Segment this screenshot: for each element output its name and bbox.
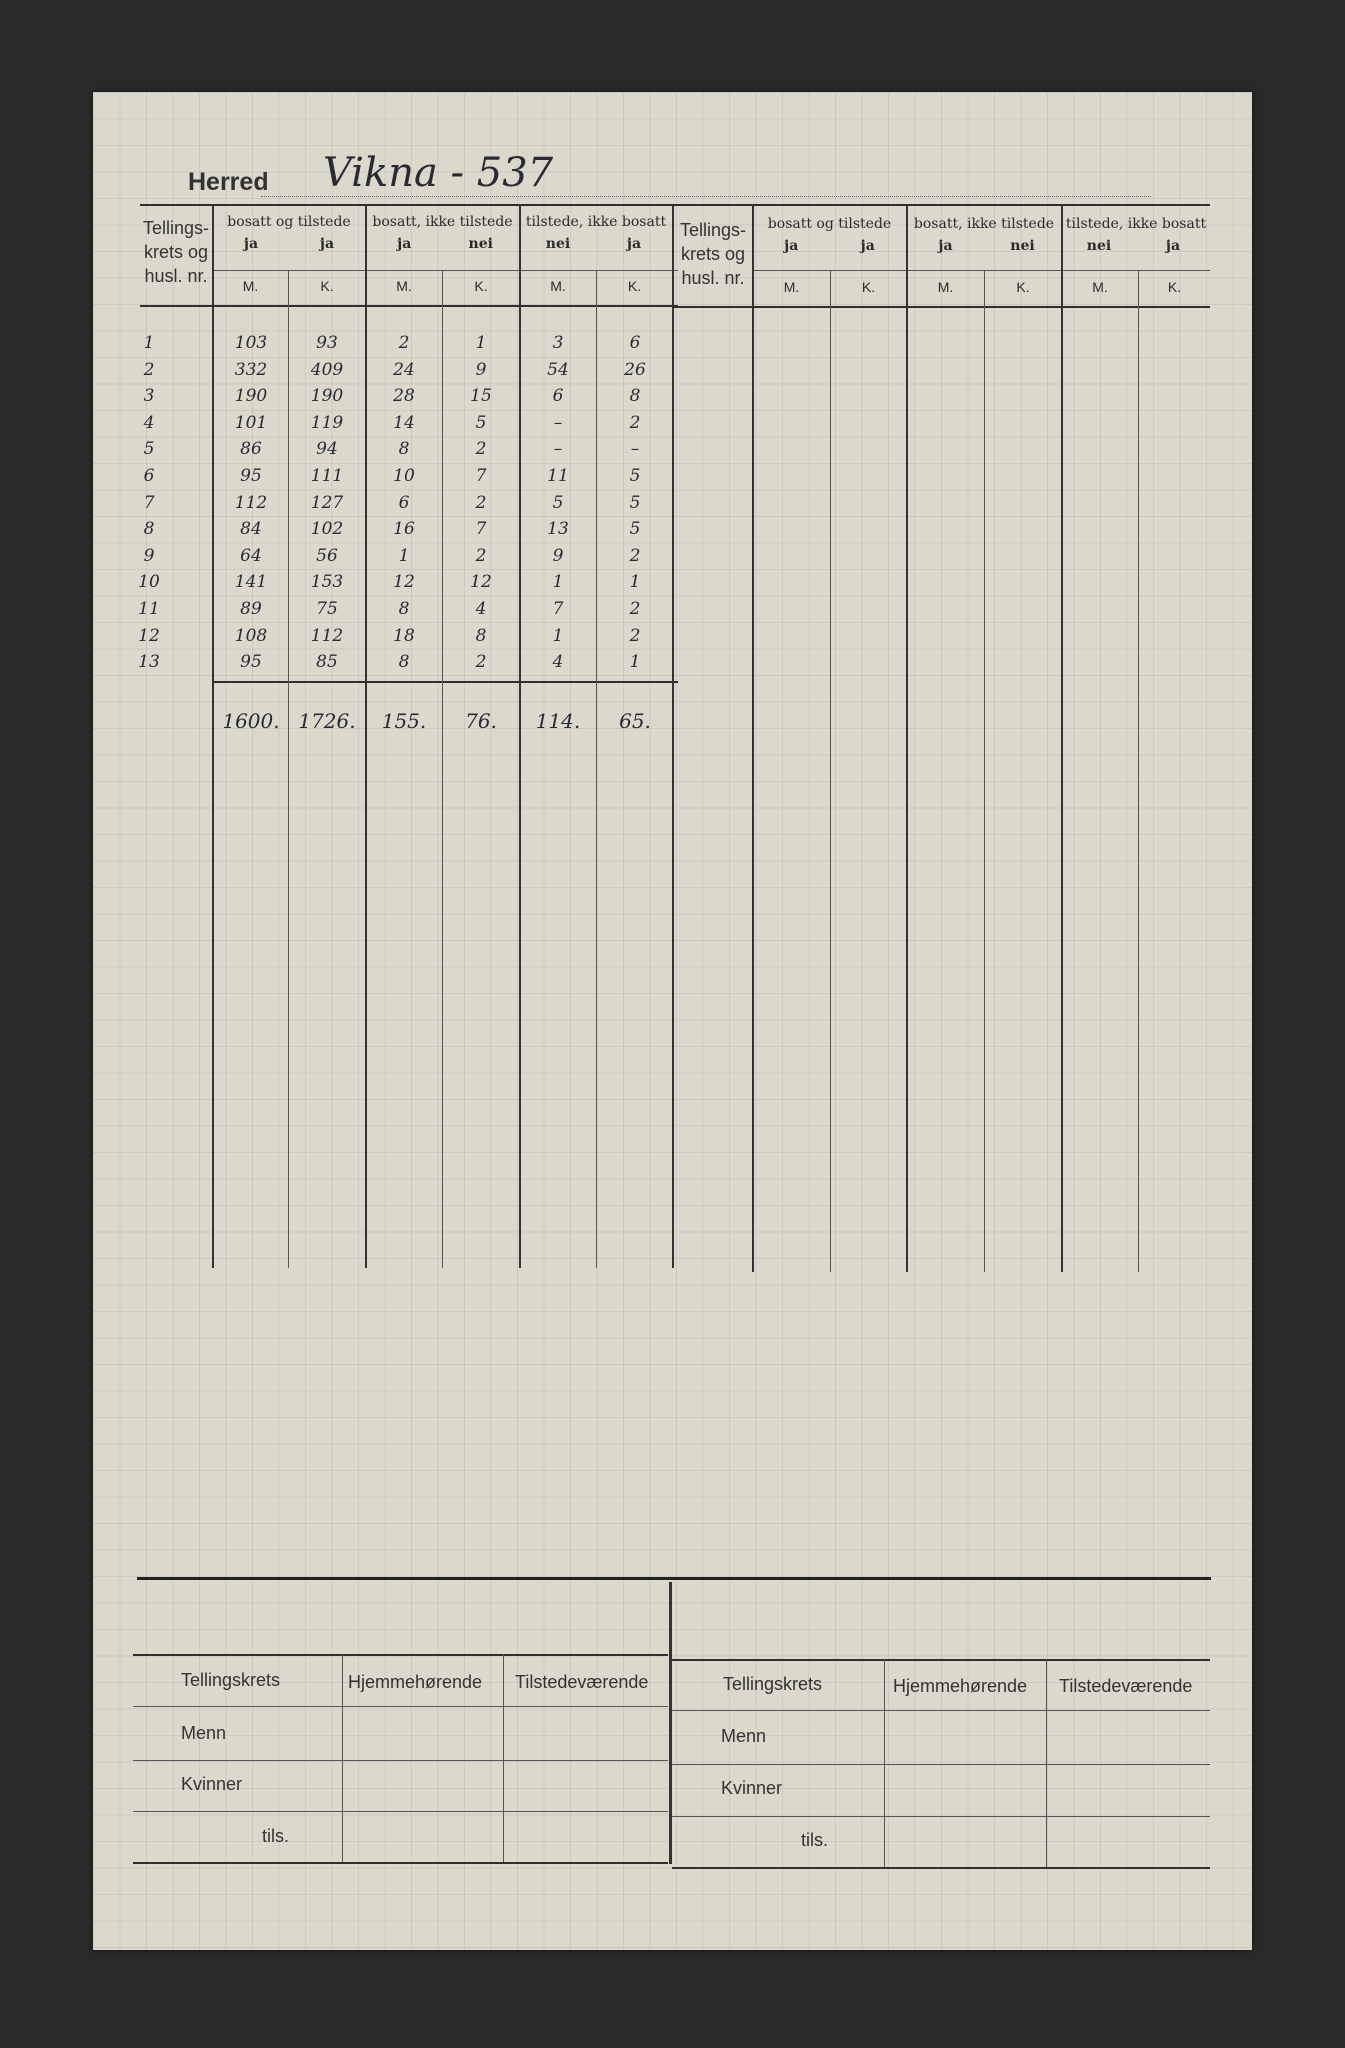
table-cell: 101 (234, 412, 268, 433)
col-group-bosatt-ikke-tilstede: bosatt, ikke tilstede ja nei (913, 216, 1055, 254)
row-number: 6 (143, 466, 155, 486)
table-cell: 95 (240, 652, 262, 673)
table-cell: 2 (475, 492, 487, 513)
summary-row-menn: Menn (721, 1726, 767, 1746)
table-cell: 153 (310, 572, 344, 593)
table-cell: 9 (552, 545, 564, 566)
sub-k: K. (861, 279, 876, 295)
table-cell: 54 (547, 359, 569, 380)
row-number: 5 (143, 439, 155, 460)
table-cell: 2 (629, 412, 641, 433)
summary-row-tils: tils. (801, 1830, 828, 1850)
table-cell: 3 (552, 333, 564, 353)
summary-col-hjemmehorende: Hjemmehørende (348, 1672, 483, 1692)
table-cell: 112 (234, 492, 268, 513)
table-cell: 141 (234, 572, 268, 593)
table-cell: 190 (310, 386, 344, 407)
table-cell: 8 (475, 625, 487, 646)
table-cell: 103 (234, 333, 268, 353)
table-cell: 1 (629, 652, 641, 673)
table-cell: 8 (398, 599, 410, 619)
summary-row-kvinner: Kvinner (181, 1774, 243, 1794)
table-cell: 332 (234, 359, 268, 380)
table-cell: 1 (552, 572, 564, 593)
table-cell: 75 (316, 599, 338, 619)
table-cell: 94 (316, 439, 338, 460)
table-cell: 16 (393, 519, 415, 540)
row-number: 10 (138, 572, 160, 593)
table-cell: 409 (310, 359, 344, 380)
row-label-heading: Tellings- krets og husl. nr. (679, 220, 747, 288)
table-cell: – (630, 439, 640, 460)
table-cell: 6 (629, 333, 641, 353)
sub-m: M. (783, 279, 800, 295)
table-cell: 1 (475, 333, 487, 353)
table-cell: 2 (475, 652, 487, 673)
table-cell: 108 (234, 625, 268, 646)
row-number: 1 (143, 333, 155, 353)
table-cell: 2 (629, 545, 641, 566)
table-cell: 5 (475, 412, 487, 433)
table-cell: 93 (316, 333, 338, 353)
table-cell: 18 (393, 625, 415, 646)
table-cell: 84 (240, 519, 262, 540)
table-cell: 86 (240, 439, 262, 460)
table-cell: 8 (398, 439, 410, 460)
table-cell: 5 (629, 492, 641, 513)
table-cell: 56 (316, 545, 338, 566)
summary-row-tils: tils. (262, 1826, 289, 1846)
herred-label: Herred (188, 168, 269, 196)
total-cell: 76. (465, 709, 497, 733)
herred-value: Vikna - 537 (323, 150, 554, 196)
table-cell: 1 (398, 545, 410, 566)
table-cell: 8 (398, 652, 410, 673)
table-cell: 10 (393, 466, 415, 486)
table-cell: 15 (470, 386, 492, 407)
table-cell: 2 (475, 439, 487, 460)
summary-col-tellingskrets: Tellingskrets (723, 1674, 823, 1694)
table-cell: 13 (547, 519, 569, 540)
table-cell: 190 (234, 386, 268, 407)
total-cell: 1600. (222, 709, 280, 733)
sub-k: K. (627, 278, 642, 294)
table-cell: – (553, 412, 563, 433)
table-cell: 7 (475, 519, 487, 540)
table-cell: 5 (552, 492, 564, 513)
table-cell: 1 (629, 572, 641, 593)
table-cell: 6 (398, 492, 410, 513)
summary-col-hjemmehorende: Hjemmehørende (893, 1676, 1028, 1696)
table-cell: 12 (393, 572, 415, 593)
center-divider (669, 1582, 672, 1864)
col-group-bosatt-tilstede: bosatt og tilstede ja ja (227, 214, 351, 252)
row-label-heading: Tellings- krets og husl. nr. (142, 218, 210, 286)
table-cell: 64 (240, 545, 262, 566)
summary-row-kvinner: Kvinner (721, 1778, 783, 1798)
census-form (93, 92, 1252, 1950)
table-cell: 8 (629, 386, 641, 407)
table-cell: – (553, 439, 563, 460)
table-cell: 24 (393, 359, 415, 380)
table-cell: 5 (629, 519, 641, 540)
summary-row-menn: Menn (181, 1723, 227, 1743)
sub-m: M. (550, 278, 566, 294)
row-number: 2 (143, 359, 155, 380)
sub-m: M. (1092, 279, 1108, 295)
table-cell: 7 (552, 599, 564, 619)
total-cell: 114. (535, 709, 581, 733)
table-cell: 111 (310, 466, 344, 486)
table-cell: 95 (240, 466, 262, 486)
table-cell: 4 (475, 599, 487, 619)
table-cell: 89 (240, 599, 262, 619)
row-number: 8 (143, 519, 155, 540)
col-group-tilstede-ikke-bosatt: tilstede, ikke bosatt nei ja (525, 214, 667, 252)
total-cell: 1726. (298, 709, 356, 733)
table-cell: 85 (316, 652, 338, 673)
table-cell: 11 (547, 466, 569, 486)
total-cell: 155. (381, 709, 427, 733)
sub-m: M. (396, 278, 412, 294)
col-group-bosatt-ikke-tilstede: bosatt, ikke tilstede ja nei (372, 214, 513, 252)
summary-col-tilstedevaerende: Tilstedeværende (515, 1672, 649, 1692)
row-number: 3 (143, 386, 155, 407)
table-cell: 4 (552, 652, 564, 673)
sub-k: K. (320, 278, 334, 294)
sub-k: K. (1016, 279, 1030, 295)
sub-m: M. (242, 278, 259, 294)
summary-col-tellingskrets: Tellingskrets (181, 1670, 281, 1690)
table-cell: 119 (310, 412, 344, 433)
table-cell: 28 (393, 386, 415, 407)
summary-col-tilstedevaerende: Tilstedeværende (1059, 1676, 1193, 1696)
sub-k: K. (474, 278, 488, 294)
row-number: 12 (138, 625, 160, 646)
table-cell: 127 (310, 492, 344, 513)
table-cell: 5 (629, 466, 641, 486)
table-cell: 1 (552, 625, 564, 646)
sub-m: M. (937, 279, 954, 295)
row-number: 4 (143, 412, 155, 433)
table-cell: 12 (470, 572, 492, 593)
col-group-tilstede-ikke-bosatt: tilstede, ikke bosatt nei ja (1065, 216, 1207, 254)
table-cell: 102 (310, 519, 344, 540)
table-cell: 2 (475, 545, 487, 566)
table-cell: 6 (552, 386, 564, 407)
col-group-bosatt-tilstede: bosatt og tilstede ja ja (767, 216, 892, 254)
row-number: 11 (138, 599, 160, 619)
table-cell: 2 (398, 333, 410, 353)
herred-dotted-line (261, 196, 1151, 197)
total-cell: 65. (619, 709, 651, 733)
table-cell: 14 (393, 412, 415, 433)
table-cell: 9 (475, 359, 487, 380)
table-cell: 2 (629, 625, 641, 646)
table-cell: 26 (624, 359, 646, 380)
row-number: 9 (143, 545, 155, 566)
table-cell: 112 (310, 625, 344, 646)
row-number: 7 (143, 492, 155, 513)
table-cell: 7 (475, 466, 487, 486)
table-cell: 2 (629, 599, 641, 619)
sub-k: K. (1167, 279, 1182, 295)
row-number: 13 (138, 652, 160, 673)
